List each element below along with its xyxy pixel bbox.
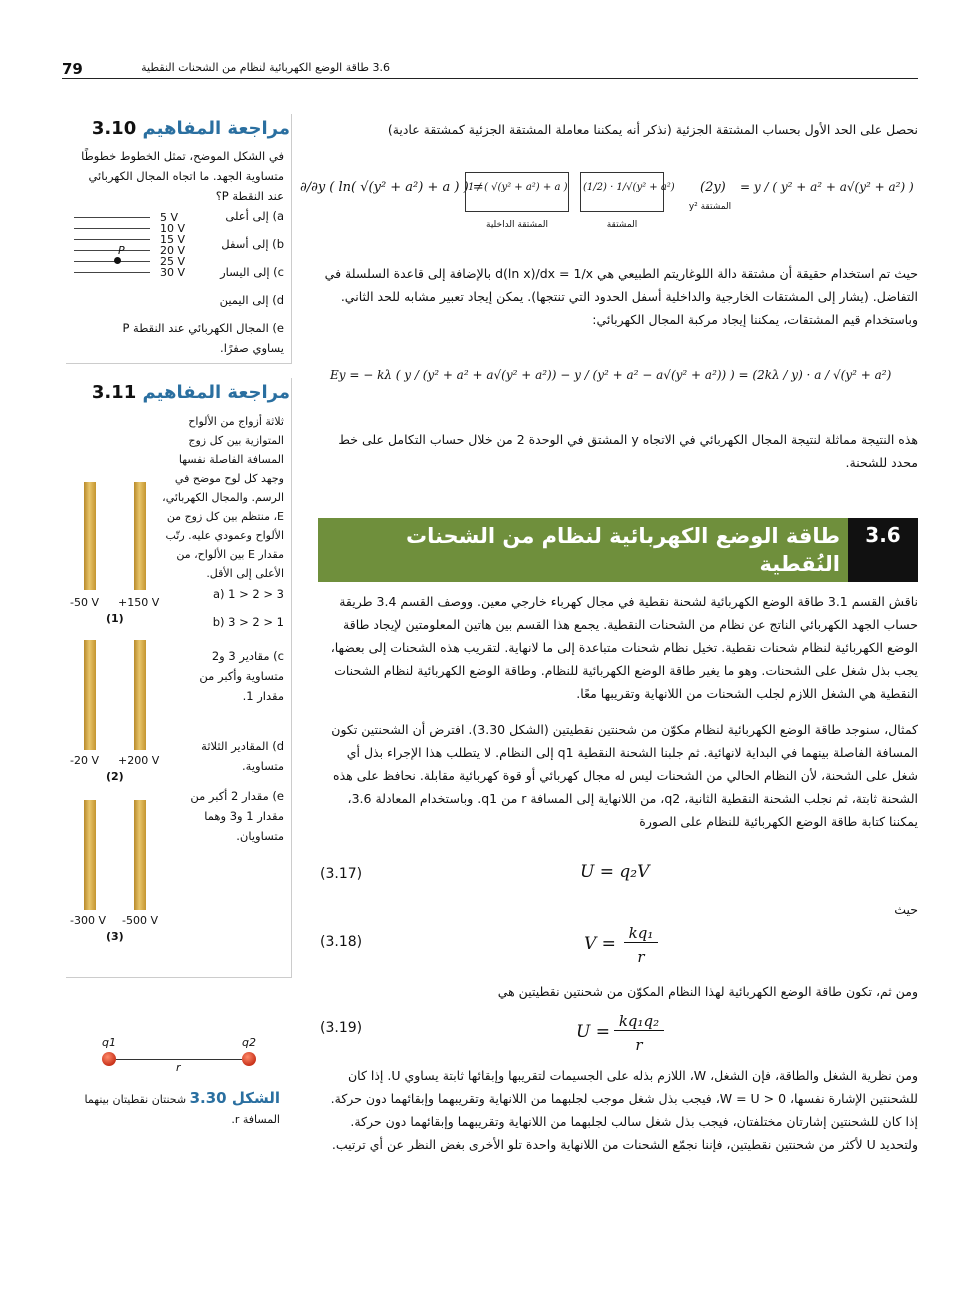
plate-1-right (134, 482, 146, 590)
eq1-label-y2: y² المشتقة (688, 202, 732, 212)
figure-caption-text: شحنتان نقطيتان بينهما المسافة r. (84, 1093, 280, 1126)
concept-check-3-10-number: 3.10 (91, 118, 137, 139)
eq-3-19-denominator: r (635, 1036, 643, 1054)
charge-q2-label: q2 (242, 1036, 256, 1049)
figure-caption-label: الشكل 3.30 (189, 1089, 280, 1107)
concept-check-3-11-question: ثلاثة أزواج من الألواح المتوازية بين كل زوج المسافة الفاصلة نفسها وجهد كل لوح موضح في الرسم. والمجال الكهربائي، E، منتظم بين كل زوج من الألواح وعمودي عليه. رتّب مقدار E بين الألواح، من الأعلى إلى الأقل. (162, 415, 284, 580)
concept-check-3-10-option-c: c) إلى اليسار (220, 265, 284, 279)
plate-2-right (134, 640, 146, 750)
plate-1-label: (1) (106, 612, 124, 625)
eq-3-18-numerator: kq₁ (624, 924, 658, 943)
distance-line (116, 1059, 242, 1060)
voltage-label: 15 V (160, 233, 186, 246)
plate-1-left-voltage: -50 V (70, 596, 99, 609)
concept-check-3-11-option-e: e) مقدار 2 أكبر من مقدار 1 و3 وهما متساويان. (190, 789, 284, 843)
charge-q2 (242, 1052, 256, 1066)
section-paragraph-3: ومن نظرية الشغل والطاقة، فإن الشغل، W، اللازم بذله على الجسيمات لتقريبها وإبقائها ثابتة يساوي U. إذا كان للشحنتين الإشارة نفسها، W = U > 0، فيجب بذل شغل موجب لجلبهما من اللانهاية وتقريبهما وإبقائهما دون حركة. إذا كان للشحنتين إشارتان مختلفتان، فيجب بذل شغل سالب لجلبهما من اللانهاية وتقريبهما وإبقائهما دون حركة. ولتحديد U لأكثر من شحنتين نقطيتين، فإننا نجمّع الشحنات من اللانهاية واحدة تلو الأخرى بغض النظر عن أي ترتيب. (330, 1068, 918, 1152)
point-p-label: P (118, 244, 125, 257)
eq-3-19-lhs: U = (576, 1022, 610, 1042)
charge-q1-label: q1 (102, 1036, 116, 1049)
eq-3-19-numerator: kq₁q₂ (614, 1012, 664, 1031)
section-title: طاقة الوضع الكهربائية لنظام من الشحنات النُقطية (405, 524, 840, 576)
plate-3-right-voltage: -500 V (122, 914, 158, 927)
eq-3-17: U = q₂V (580, 862, 650, 882)
eq-3-18-number: (3.18) (320, 934, 363, 950)
eq-3-19-number: (3.19) (320, 1020, 363, 1036)
concept-check-3-10-title (68, 118, 290, 139)
voltage-label: 10 V (160, 222, 186, 235)
concept-check-3-10-option-b: b) إلى أسفل (221, 237, 284, 251)
then-sentence: ومن ثم، تكون طاقة الوضع الكهربائية لهذا النظام المكوّن من شحنتين نقطيتين هي (497, 984, 918, 999)
section-paragraph-1: ناقش القسم 3.1 طاقة الوضع الكهربائية لشحنة نقطية في مجال كهرباء خارجي معين. ووصف القسم 3.4 طريقة حساب الجهد الكهربائي الناتج عن نظام من الشحنات النقطية. يجمع هذا القسم بين هاتين المعلومتين لإيجاد طاقة الوضع الكهربائية لنظام شحنات نقطية. تخيل نظام شحنات متباعدة إلى ما لانهاية. لتقريب هذه الشحنات إلى بعضها، يجب بذل شغل على الشحنات. وهو ما يغير طاقة الوضع الكهربائية للنظام. وطاقة الوضع الكهربائية لنظام الشحنات النقطية هي الشغل اللازم لجلب الشحنات من اللانهاية وتقريبها معًا. (330, 594, 918, 701)
eq1-label-outer: المشتقة (606, 220, 638, 230)
running-header: 3.6 طاقة الوضع الكهربائية لنظام من الشحنات النقطية (141, 61, 390, 74)
equipotential-line (74, 239, 150, 240)
intro-paragraph: نحصل على الحد الأول بحساب المشتقة الجزئية (نذكر أنه يمكننا معاملة المشتقة الجزئية كمشتقة عادية) (387, 122, 918, 137)
concept-check-3-11-option-b: b) 3 > 2 > 1 (212, 615, 284, 629)
voltage-label: 30 V (160, 266, 186, 279)
concept-check-3-11-number: 3.11 (91, 382, 137, 403)
page-number: 79 (62, 60, 83, 78)
eq1-term1: 1 / ( √(y² + a²) + a ) (468, 182, 568, 193)
voltage-label: 20 V (160, 244, 186, 257)
point-p-marker (114, 257, 121, 264)
plate-3-right (134, 800, 146, 910)
equipotential-line (74, 261, 150, 262)
where-label: حيث (894, 902, 918, 917)
voltage-label: 5 V (160, 211, 179, 224)
header-rule (62, 78, 918, 79)
eq-3-18-lhs: V = (584, 934, 616, 954)
equipotential-line (74, 228, 150, 229)
plate-2-left-voltage: -20 V (70, 754, 99, 767)
concept-check-3-10-option-e: e) المجال الكهربائي عند النقطة P يساوي صفرًا. (122, 321, 284, 355)
equipotential-figure (74, 210, 194, 290)
eq-3-17-number: (3.17) (320, 866, 363, 882)
plate-2-left (84, 640, 96, 750)
equipotential-line (74, 217, 150, 218)
plate-1-right-voltage: +150 V (118, 596, 160, 609)
plate-2-right-voltage: +200 V (118, 754, 160, 767)
paragraph-result: هذه النتيجة مماثلة لنتيجة المجال الكهربائي في الاتجاه y المشتق في الوحدة 2 من خلال حساب التكامل على خط محدد للشحنة. (338, 432, 918, 470)
equipotential-line (74, 272, 150, 273)
plate-1-left (84, 482, 96, 590)
plate-3-left (84, 800, 96, 910)
distance-label: r (176, 1061, 181, 1074)
eq-3-18-denominator: r (637, 948, 645, 966)
eq1-term2: (1/2) · 1/√(y² + a²) (583, 182, 675, 193)
plate-3-label: (3) (106, 930, 124, 943)
plate-2-label: (2) (106, 770, 124, 783)
section-number: 3.6 (848, 518, 918, 582)
concept-check-3-11-option-c: c) مقادير 3 و2 متساوية وأكبر من مقدار 1. (199, 649, 284, 703)
equation-derivative (300, 168, 920, 240)
concept-check-3-11-option-a: a) 1 > 2 > 3 (212, 587, 284, 601)
plate-3-left-voltage: -300 V (70, 914, 106, 927)
figure-3-30 (96, 1032, 266, 1082)
equipotential-line (74, 250, 150, 251)
section-paragraph-2: كمثال، سنوجد طاقة الوضع الكهربائية لنظام مكوّن من شحنتين نقطيتين (الشكل 3.30). افترض أن الشحنتين تكون المسافة الفاصلة بينهما في البداية لانهائية. ثم جلبنا الشحنة النقطية q1 إلى النظام. لا يتطلب هذا الإجراء بذل أي شغل على الشحنة، لأن النظام الحالي من الشحنات ليس له مجال كهربائي أو قوة كهربائية مقابلة. نحافظ على هذه الشحنة ثابتة، ثم نجلب الشحنة النقطية الثانية، q2، من اللانهاية إلى المسافة r من q1. وباستخدام المعادلة 3.6، يمكننا كتابة طاقة الوضع الكهربائية للنظام على الصورة (331, 722, 918, 829)
voltage-label: 25 V (160, 255, 186, 268)
paragraph-chain-rule: حيث تم استخدام حقيقة أن مشتقة دالة اللوغاريتم الطبيعي هي d(ln x)/dx = 1/x بالإضافة إلى قاعدة السلسلة في التفاضل. (يشار إلى المشتقات الخارجية والداخلية أسفل الحدود التي تنتجها). يمكن إيجاد تعبير مشابه للحد الثاني. وباستخدام قيم المشتقات، يمكننا إيجاد مركبة المجال الكهربائي: (324, 266, 918, 327)
concept-check-3-11-title-word: مراجعة المفاهيم (142, 382, 290, 403)
concept-check-3-10-option-d: d) إلى اليمين (219, 293, 284, 307)
charge-q1 (102, 1052, 116, 1066)
eq1-lhs: ∂/∂y ( ln( √(y² + a²) + a ) ) = (300, 180, 484, 195)
equation-ey: Ey = − kλ ( y / (y² + a² + a√(y² + a²)) − y / (y² + a² − a√(y² + a²)) ) = (2kλ / y) · a / √(y² + a²) (330, 368, 892, 382)
eq1-label-inner: المشتقة الداخلية (486, 220, 548, 230)
eq1-term3: (2y) (700, 180, 726, 195)
figure-3-30-caption (56, 1088, 280, 1130)
eq1-rhs: = y / ( y² + a² + a√(y² + a²) ) (740, 180, 914, 194)
concept-check-3-10-question: في الشكل الموضح، تمثل الخطوط خطوطًا متساوية الجهد. ما اتجاه المجال الكهربائي عند النقطة P؟ (81, 149, 284, 203)
concept-check-3-11-option-d: d) المقادير الثلاثة متساوية. (201, 739, 284, 773)
concept-check-3-10-title-word: مراجعة المفاهيم (142, 118, 290, 139)
concept-check-3-11-title (68, 382, 290, 403)
concept-check-3-10-option-a: a) إلى أعلى (225, 209, 284, 223)
